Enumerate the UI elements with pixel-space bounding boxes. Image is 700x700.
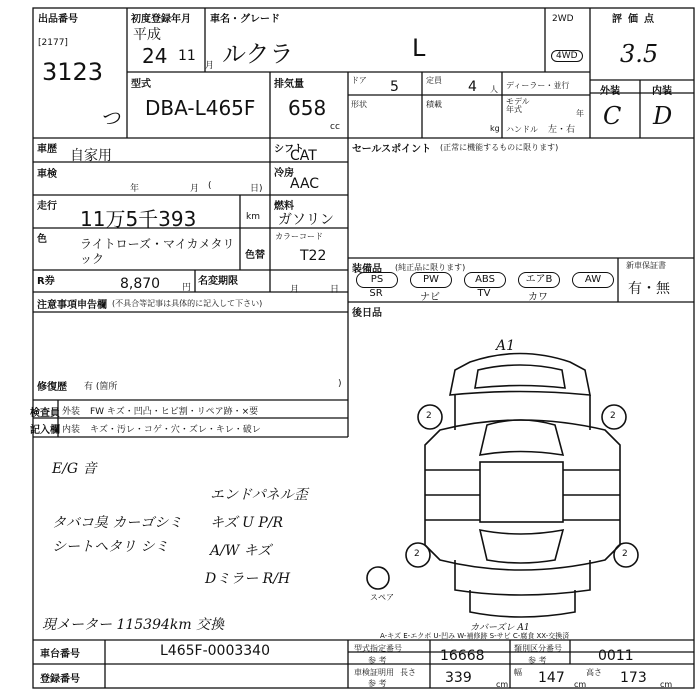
inspection-label: 車検 bbox=[37, 169, 57, 180]
equip-leather: カワ bbox=[528, 292, 548, 303]
equip-ps: PS bbox=[356, 272, 398, 288]
damage-mark-4: 2 bbox=[622, 549, 628, 559]
ref-1: 参 考 bbox=[368, 656, 387, 665]
displacement-unit: cc bbox=[330, 122, 340, 132]
due-month: 月 bbox=[290, 285, 300, 295]
note-left-3: シートヘタリ シミ bbox=[52, 539, 169, 555]
capacity-value: 4 bbox=[468, 79, 477, 95]
score-value: 3.5 bbox=[620, 40, 659, 68]
equipment-label: 装備品 bbox=[352, 264, 382, 275]
ref-3: 参 考 bbox=[368, 679, 387, 688]
lot-number: 3123 bbox=[42, 58, 104, 86]
equip-abs: ABS bbox=[464, 272, 506, 288]
recycle-value: 8,870 bbox=[120, 276, 161, 292]
reg-label: 初度登録年月 bbox=[131, 14, 191, 25]
sales-label: セールスポイント bbox=[352, 144, 432, 155]
due-label: 名変期限 bbox=[198, 276, 238, 287]
equip-aw: AW bbox=[572, 272, 614, 288]
color-code-header: カラーコード bbox=[275, 232, 323, 241]
check-int-label: 内装 bbox=[62, 425, 81, 435]
check-ext-label: 外装 bbox=[62, 407, 81, 417]
history-label: 車歴 bbox=[37, 144, 57, 155]
note-left-1: E/G 音 bbox=[52, 461, 97, 477]
history-value: 自家用 bbox=[70, 148, 112, 164]
due-day: 日 bbox=[330, 285, 340, 295]
reg-era: 平成 bbox=[133, 27, 161, 43]
car-grade: L bbox=[412, 34, 426, 62]
doors-value: 5 bbox=[390, 79, 399, 95]
inspection-day: 日) bbox=[250, 184, 263, 194]
note-right-1: エンドパネル歪 bbox=[210, 487, 308, 503]
capacity-label: 定員 bbox=[426, 76, 442, 85]
interior-value: D bbox=[653, 102, 673, 130]
lot-sub: [2177] bbox=[38, 38, 68, 48]
doors-shape-label: 形状 bbox=[351, 100, 367, 109]
shift-label: シフト bbox=[274, 144, 304, 155]
warranty-label: 新車保証書 bbox=[626, 261, 666, 270]
displacement-value: 658 bbox=[288, 96, 327, 120]
check-side-1: 検査員 bbox=[30, 408, 60, 419]
height-unit: cm bbox=[660, 680, 673, 689]
note-right-2: キズ U P/R bbox=[210, 515, 284, 531]
length-label: 長さ bbox=[400, 668, 416, 677]
equip-navi: ナビ bbox=[420, 292, 440, 303]
shift-value: CAT bbox=[290, 148, 317, 164]
equip-tv: TV bbox=[477, 288, 491, 299]
dealer-label: ディーラー・並行 bbox=[506, 81, 570, 90]
load-unit: kg bbox=[490, 124, 500, 133]
equip-pw: PW bbox=[410, 272, 452, 288]
dims-label: 車検証明用 bbox=[354, 668, 394, 677]
ac-value: AAC bbox=[290, 176, 320, 192]
repair-label: 修復歴 bbox=[37, 382, 67, 393]
model-value: DBA-L465F bbox=[145, 96, 256, 120]
diagram-spare: スペア bbox=[370, 593, 394, 602]
note-right-4: Dミラー R/H bbox=[205, 571, 291, 587]
inspection-month: 月 bbox=[190, 184, 200, 194]
color-change-label: 色替 bbox=[245, 250, 265, 261]
ac-label: 冷房 bbox=[274, 168, 294, 179]
diagram-legend: A-キズ E-エクボ U-凹み W-補修跡 S-サビ C-腐食 XX-交換済 bbox=[380, 632, 570, 640]
width-unit: cm bbox=[574, 680, 587, 689]
height-label: 高さ bbox=[586, 668, 602, 677]
note-left-2: タバコ臭 カーゴシミ bbox=[52, 515, 183, 531]
check-int-items: キズ・汚レ・コゲ・穴・ズレ・キレ・破レ bbox=[90, 425, 261, 435]
repair-value: 有 (箇所 bbox=[84, 382, 118, 392]
handle-value: 左・右 bbox=[548, 125, 576, 135]
width-value: 147 bbox=[538, 670, 565, 686]
exterior-label: 外装 bbox=[600, 86, 620, 97]
car-name: ルクラ bbox=[222, 40, 294, 68]
score-label: 評価点 bbox=[612, 14, 660, 25]
fuel-value: ガソリン bbox=[278, 212, 334, 228]
repair-close: ) bbox=[338, 379, 342, 389]
color-label: 色 bbox=[37, 234, 47, 245]
equip-sr: SR bbox=[369, 288, 383, 299]
drive-2wd: 2WD bbox=[552, 14, 574, 24]
lot-label: 出品番号 bbox=[38, 14, 78, 25]
interior-label: 内装 bbox=[652, 86, 672, 97]
chassis-label: 車台番号 bbox=[40, 649, 80, 660]
doors-label: ドア bbox=[351, 76, 367, 85]
caution-note: (不具合等記事は具体的に記入して下さい) bbox=[112, 299, 263, 308]
note-right-3: A/W キズ bbox=[210, 543, 272, 559]
check-side-2: 記入欄 bbox=[30, 425, 60, 436]
capacity-unit: 人 bbox=[490, 85, 498, 94]
ref-2: 参 考 bbox=[528, 656, 547, 665]
equipment-note: (純正品に限ります) bbox=[395, 263, 466, 272]
damage-mark-3: 2 bbox=[414, 549, 420, 559]
handle-label: ハンドル bbox=[506, 125, 538, 134]
recycle-unit: 円 bbox=[182, 283, 192, 293]
caution-label: 注意事項申告欄 bbox=[37, 300, 107, 311]
drive-4wd: 4WD bbox=[551, 50, 583, 62]
color-value: ライトローズ・マイカメタリック bbox=[80, 237, 235, 266]
model-year-unit: 年 bbox=[576, 109, 584, 118]
damage-mark-1: 2 bbox=[426, 411, 432, 421]
inspection-year: 年 bbox=[130, 184, 140, 194]
reg-year: 24 bbox=[142, 44, 168, 68]
chassis-value: L465F-0003340 bbox=[160, 643, 270, 659]
width-label: 幅 bbox=[514, 668, 522, 677]
reg-month: 11 bbox=[178, 48, 196, 64]
model-num: 16668 bbox=[440, 648, 485, 664]
meter-note: 現メーター 115394km 交換 bbox=[42, 617, 225, 633]
model-year-label: モデル 年式 bbox=[506, 97, 530, 114]
length-value: 339 bbox=[445, 670, 472, 686]
lot-mark: つ bbox=[100, 106, 120, 130]
length-unit: cm bbox=[496, 680, 509, 689]
diagram-a1-bottom: カバーズレ A1 bbox=[470, 623, 530, 633]
mileage-value: 11万5千393 bbox=[80, 207, 197, 231]
mileage-unit: km bbox=[246, 212, 260, 222]
sales-note: (正常に機能するものに限ります) bbox=[440, 143, 559, 152]
inspection-open: ( bbox=[208, 181, 212, 191]
check-ext-items: FW キズ・凹凸・ヒビ割・リペア跡・×要 bbox=[90, 407, 259, 417]
car-label: 車名・グレード bbox=[210, 14, 280, 25]
diagram-a1-top: A1 bbox=[496, 338, 516, 354]
cat-num: 0011 bbox=[598, 648, 634, 664]
reg-unit: 月 bbox=[205, 61, 215, 71]
warranty-value: 有・無 bbox=[628, 281, 670, 297]
damage-mark-2: 2 bbox=[610, 411, 616, 421]
fuel-label: 燃料 bbox=[274, 201, 294, 212]
mileage-label: 走行 bbox=[37, 201, 57, 212]
cat-num-label: 類別区分番号 bbox=[514, 644, 562, 653]
recycle-label: R券 bbox=[37, 276, 55, 287]
model-num-label: 型式指定番号 bbox=[354, 644, 402, 653]
load-label: 積載 bbox=[426, 100, 442, 109]
model-label: 型式 bbox=[131, 79, 151, 90]
equip-airbag: エアB bbox=[518, 272, 560, 288]
plate-label: 登録番号 bbox=[40, 674, 80, 685]
exterior-value: C bbox=[603, 102, 622, 130]
rear-seat-label: 後日品 bbox=[352, 308, 382, 319]
color-code: T22 bbox=[300, 248, 327, 264]
car-diagram bbox=[367, 354, 638, 618]
height-value: 173 bbox=[620, 670, 647, 686]
displacement-label: 排気量 bbox=[274, 79, 304, 90]
